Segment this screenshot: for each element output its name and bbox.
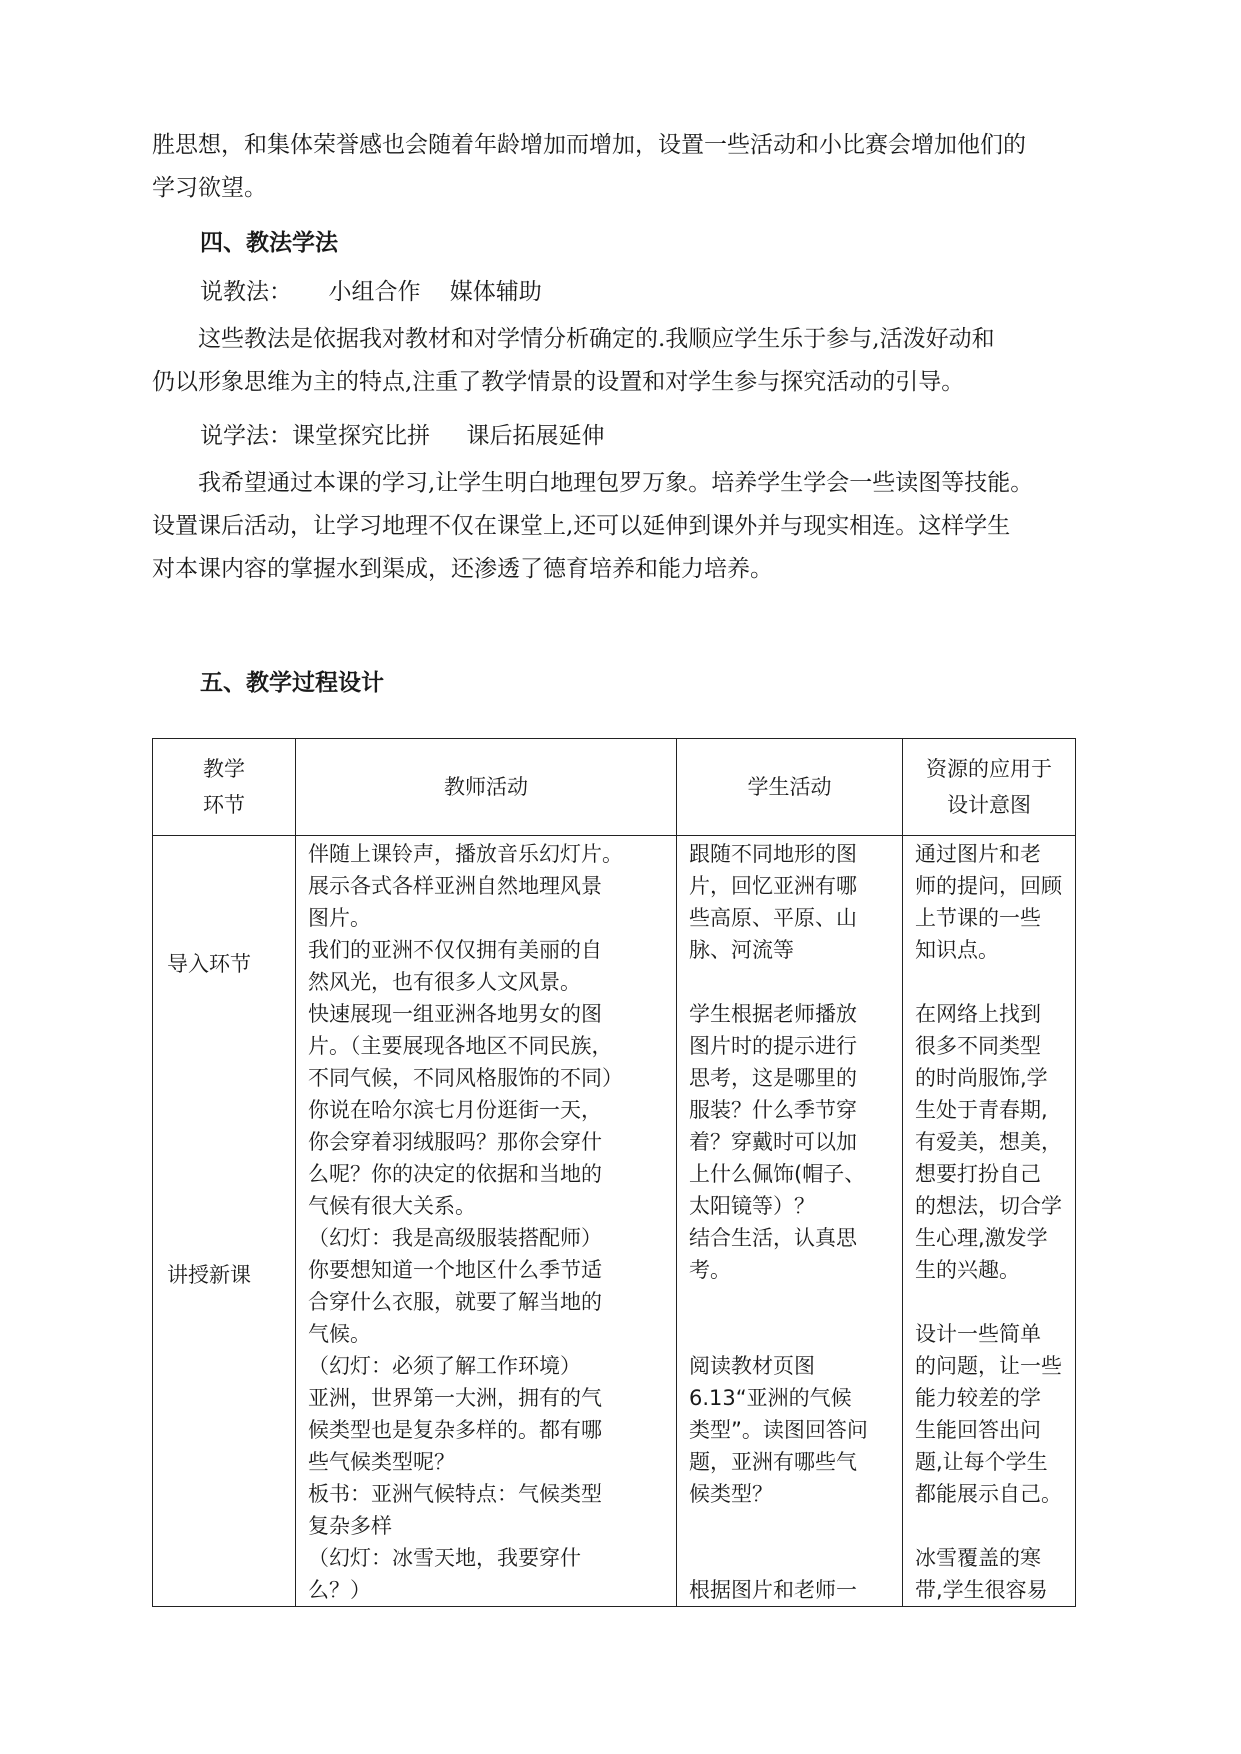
cell-line: 跟随不同地形的图 — [689, 842, 857, 866]
teaching-method-line: 说教法： 小组合作 媒体辅助 — [200, 279, 542, 305]
cell-line: 生的兴趣。 — [915, 1258, 1020, 1282]
cell-line: 伴随上课铃声，播放音乐幻灯片。 — [308, 842, 623, 866]
header-resource — [903, 739, 1076, 836]
text-line: 对本课内容的掌握水到渠成，还渗透了德育培养和能力培养。 — [152, 556, 773, 582]
cell-line: 想要打扮自己 — [915, 1162, 1041, 1186]
cell-line — [689, 1510, 892, 1542]
teaching-process-table — [152, 738, 1076, 1607]
text-line: 胜思想，和集体荣誉感也会随着年龄增加而增加，设置一些活动和小比赛会增加他们的 — [152, 132, 1026, 158]
cell-line: 气候有很大关系。 — [308, 1194, 476, 1218]
cell-line: 些气候类型呢？ — [308, 1450, 455, 1474]
text-line: 仍以形象思维为主的特点,注重了教学情景的设置和对学生参与探究活动的引导。 — [152, 369, 965, 395]
cell-line: 片，回忆亚洲有哪 — [689, 874, 857, 898]
cell-line: 气候。 — [308, 1322, 371, 1346]
cell-line: 带,学生很容易 — [915, 1578, 1048, 1602]
cell-line: 6.13“亚洲的气候 — [689, 1386, 852, 1410]
stage-new-lesson: 讲授新课 — [167, 1263, 251, 1287]
cell-line: 都能展示自己。 — [915, 1482, 1062, 1506]
stage-intro: 导入环节 — [167, 952, 251, 976]
header-stage — [153, 739, 296, 836]
cell-line: 你要想知道一个地区什么季节适 — [308, 1258, 602, 1282]
text-line: 这些教法是依据我对教材和对学情分析确定的.我顺应学生乐于参与,活泼好动和 — [198, 326, 995, 352]
cell-line: 么呢？你的决定的依据和当地的 — [308, 1162, 602, 1186]
cell-line: 你会穿着羽绒服吗？那你会穿什 — [308, 1130, 602, 1154]
learning-paragraph — [152, 462, 1092, 591]
cell-line: 能力较差的学 — [915, 1386, 1041, 1410]
cell-line: 设计一些简单 — [915, 1322, 1041, 1346]
cell-line: 服装？什么季节穿 — [689, 1098, 857, 1122]
cell-line: 合穿什么衣服，就要了解当地的 — [308, 1290, 602, 1314]
cell-line — [915, 966, 1065, 998]
text-line: 设置课后活动，让学习地理不仅在课堂上,还可以延伸到课外并与现实相连。这样学生 — [152, 513, 1011, 539]
cell-line: 生能回答出问 — [915, 1418, 1041, 1442]
cell-line: （幻灯：冰雪天地，我要穿什 — [308, 1546, 581, 1570]
header-resource-line2: 设计意图 — [947, 793, 1031, 817]
cell-line: 的想法，切合学 — [915, 1194, 1062, 1218]
section-heading-5: 五、教学过程设计 — [200, 669, 384, 696]
cell-line: （幻灯：我是高级服装搭配师） — [308, 1226, 602, 1250]
learning-method-line: 说学法：课堂探究比拼 课后拓展延伸 — [200, 423, 605, 449]
cell-line: 上什么佩饰(帽子、 — [689, 1162, 866, 1186]
cell-line: 片。（主要展现各地区不同民族， — [308, 1034, 613, 1058]
text-line: 我希望通过本课的学习,让学生明白地理包罗万象。培养学生学会一些读图等技能。 — [198, 470, 1034, 496]
cell-line: 的时尚服饰,学 — [915, 1066, 1048, 1090]
cell-line: 展示各式各样亚洲自然地理风景 — [308, 874, 602, 898]
table-header-row — [153, 739, 1076, 836]
cell-line: 很多不同类型 — [915, 1034, 1041, 1058]
cell-line: 结合生活，认真思 — [689, 1226, 857, 1250]
cell-line: 题，亚洲有哪些气 — [689, 1450, 857, 1474]
cell-line: 太阳镜等）？ — [689, 1194, 815, 1218]
cell-line: 在网络上找到 — [915, 1002, 1041, 1026]
cell-line: 阅读教材页图 — [689, 1354, 815, 1378]
cell-line: 题,让每个学生 — [915, 1450, 1048, 1474]
text-line: 学习欲望。 — [152, 175, 267, 201]
cell-line: 我们的亚洲不仅仅拥有美丽的自 — [308, 938, 602, 962]
cell-line: 考。 — [689, 1258, 731, 1282]
cell-line — [915, 1510, 1065, 1542]
cell-line: 师的提问，回顾 — [915, 874, 1062, 898]
intro-paragraph — [152, 124, 1092, 210]
student-activity-cell — [677, 836, 903, 1607]
cell-line: 脉、河流等 — [689, 938, 794, 962]
teaching-paragraph — [152, 318, 1092, 404]
stage-cell — [153, 836, 296, 1607]
cell-line — [689, 1542, 892, 1574]
section-heading-4: 四、教法学法 — [200, 229, 338, 256]
cell-line: 生心理,激发学 — [915, 1226, 1048, 1250]
table-row — [153, 836, 1076, 1607]
cell-line: 么？） — [308, 1578, 371, 1602]
resource-lines — [903, 836, 1075, 1606]
cell-line: 类型”。读图回答问 — [689, 1418, 868, 1442]
cell-line: 的问题，让一些 — [915, 1354, 1062, 1378]
cell-line: 然风光，也有很多人文风景。 — [308, 970, 581, 994]
student-lines — [677, 836, 902, 1606]
header-teacher-activity: 教师活动 — [296, 739, 677, 836]
header-resource-line1: 资源的应用于 — [926, 757, 1052, 781]
header-student-activity: 学生活动 — [677, 739, 903, 836]
cell-line: 上节课的一些 — [915, 906, 1041, 930]
cell-line: 不同气候，不同风格服饰的不同） — [308, 1066, 623, 1090]
cell-line: 学生根据老师播放 — [689, 1002, 857, 1026]
cell-line: （幻灯：必须了解工作环境） — [308, 1354, 581, 1378]
cell-line: 候类型也是复杂多样的。都有哪 — [308, 1418, 602, 1442]
header-stage-line2: 环节 — [203, 793, 245, 817]
cell-line: 根据图片和老师一 — [689, 1578, 857, 1602]
cell-line: 通过图片和老 — [915, 842, 1041, 866]
header-stage-line1: 教学 — [203, 757, 245, 781]
cell-line: 亚洲，世界第一大洲，拥有的气 — [308, 1386, 602, 1410]
cell-line: 复杂多样 — [308, 1514, 392, 1538]
cell-line — [689, 1318, 892, 1350]
cell-line: 图片。 — [308, 906, 371, 930]
cell-line: 板书：亚洲气候特点：气候类型 — [308, 1482, 602, 1506]
cell-line: 图片时的提示进行 — [689, 1034, 857, 1058]
cell-line — [689, 1286, 892, 1318]
cell-line — [915, 1286, 1065, 1318]
cell-line: 着？穿戴时可以加 — [689, 1130, 857, 1154]
resource-cell — [903, 836, 1076, 1607]
cell-line: 生处于青春期, — [915, 1098, 1048, 1122]
teacher-lines — [296, 836, 676, 1606]
teacher-activity-cell — [296, 836, 677, 1607]
cell-line: 有爱美，想美， — [915, 1130, 1062, 1154]
cell-line: 知识点。 — [915, 938, 999, 962]
cell-line: 思考，这是哪里的 — [689, 1066, 857, 1090]
cell-line — [689, 966, 892, 998]
cell-line: 快速展现一组亚洲各地男女的图 — [308, 1002, 602, 1026]
cell-line: 候类型？ — [689, 1482, 773, 1506]
cell-line: 你说在哈尔滨七月份逛街一天， — [308, 1098, 602, 1122]
cell-line: 些高原、平原、山 — [689, 906, 857, 930]
cell-line: 冰雪覆盖的寒 — [915, 1546, 1041, 1570]
